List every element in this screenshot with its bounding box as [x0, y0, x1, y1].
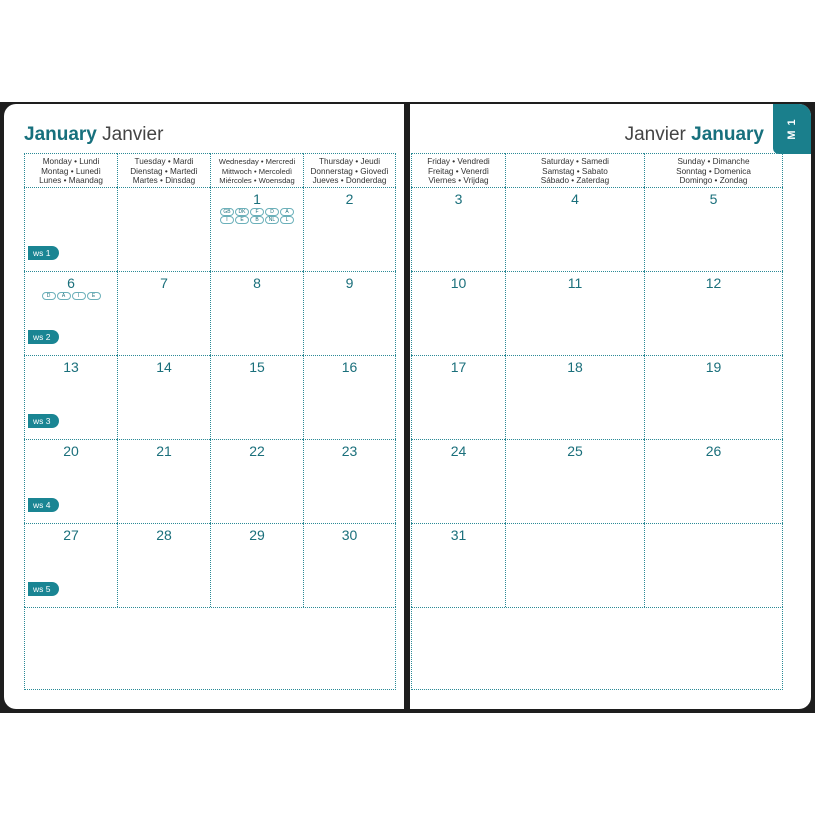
- day-number: 11: [567, 275, 583, 291]
- country-badge: I: [220, 216, 234, 224]
- month-title-en: January: [24, 124, 97, 145]
- day-number: 26: [705, 443, 722, 459]
- day-number: 5: [709, 191, 718, 207]
- day-cell[interactable]: [303, 187, 396, 271]
- country-badge: D: [265, 208, 279, 216]
- week-badge: ws 1: [28, 246, 59, 260]
- day-number: 8: [253, 275, 261, 291]
- day-cell[interactable]: [411, 271, 505, 355]
- month-tab[interactable]: [773, 104, 811, 154]
- spine: [404, 104, 410, 709]
- day-cell[interactable]: [210, 523, 303, 607]
- day-cell[interactable]: [24, 355, 117, 439]
- day-number: 17: [450, 359, 467, 375]
- country-badge: F: [250, 208, 264, 216]
- day-cell[interactable]: [505, 271, 644, 355]
- day-cell[interactable]: [24, 271, 117, 355]
- left-calendar-grid: [24, 153, 396, 690]
- week-badge: ws 4: [28, 498, 59, 512]
- day-number: 28: [156, 527, 172, 543]
- day-number: 13: [63, 359, 79, 375]
- day-number: 25: [567, 443, 583, 459]
- day-number: 22: [249, 443, 265, 459]
- week-badge: ws 3: [28, 414, 59, 428]
- notes-area[interactable]: [24, 607, 396, 690]
- month-title-en: January: [691, 124, 764, 145]
- day-header-wednesday: Wednesday • Mercredi Mittwoch • Mercoledì Miércoles • Woensdag: [210, 153, 303, 187]
- day-number: 14: [156, 359, 172, 375]
- day-cell[interactable]: [117, 187, 210, 271]
- week-badge: ws 5: [28, 582, 59, 596]
- country-badge: A: [280, 208, 294, 216]
- day-number: 1: [253, 191, 261, 207]
- day-cell[interactable]: [117, 439, 210, 523]
- month-title-fr: Janvier: [624, 124, 686, 145]
- left-page-title: [24, 124, 163, 146]
- day-number: 6: [67, 275, 75, 291]
- day-header-thursday: Thursday • Jeudi Donnerstag • Giovedì Jueves • Donderdag: [303, 153, 396, 187]
- day-cell[interactable]: [117, 355, 210, 439]
- day-header-friday: Friday • Vendredi Freitag • Venerdì Viernes • Vrijdag: [411, 153, 505, 187]
- notes-area[interactable]: [411, 607, 783, 690]
- week-badge: ws 2: [28, 330, 59, 344]
- day-number: 18: [567, 359, 583, 375]
- day-number: 4: [571, 191, 579, 207]
- day-cell[interactable]: [303, 271, 396, 355]
- right-calendar-grid: [411, 153, 783, 690]
- day-number: 2: [345, 191, 354, 207]
- day-number: 10: [450, 275, 467, 291]
- day-number: 3: [454, 191, 463, 207]
- day-cell[interactable]: [24, 439, 117, 523]
- day-cell[interactable]: [210, 355, 303, 439]
- country-badge: B: [250, 216, 264, 224]
- day-cell[interactable]: [644, 523, 783, 607]
- day-cell[interactable]: [505, 187, 644, 271]
- day-number: 21: [156, 443, 172, 459]
- day-cell[interactable]: [411, 523, 505, 607]
- month-tab-label: M 1: [786, 118, 798, 140]
- day-number: 19: [705, 359, 722, 375]
- day-cell[interactable]: [117, 271, 210, 355]
- day-header-tuesday: Tuesday • Mardi Dienstag • Martedì Martes • Dinsdag: [117, 153, 210, 187]
- day-cell[interactable]: [644, 355, 783, 439]
- holiday-country-codes: [211, 216, 303, 224]
- day-cell[interactable]: [644, 271, 783, 355]
- country-badge: L: [280, 216, 294, 224]
- day-number: 29: [249, 527, 265, 543]
- day-cell[interactable]: [210, 271, 303, 355]
- day-number: 23: [341, 443, 358, 459]
- day-cell[interactable]: [411, 439, 505, 523]
- day-cell[interactable]: [117, 523, 210, 607]
- holiday-country-codes: [211, 208, 303, 216]
- country-badge: D: [42, 292, 56, 300]
- day-cell[interactable]: [24, 187, 117, 271]
- day-number: 12: [705, 275, 722, 291]
- holiday-country-codes: [25, 292, 117, 300]
- day-cell[interactable]: [644, 439, 783, 523]
- country-badge: E: [235, 216, 249, 224]
- month-title-fr: Janvier: [102, 124, 164, 145]
- day-cell[interactable]: [411, 187, 505, 271]
- day-number: 31: [450, 527, 467, 543]
- day-header-sunday: Sunday • Dimanche Sonntag • Domenica Domingo • Zondag: [644, 153, 783, 187]
- day-cell[interactable]: [505, 523, 644, 607]
- day-cell[interactable]: [303, 355, 396, 439]
- country-badge: A: [57, 292, 71, 300]
- day-cell[interactable]: [505, 439, 644, 523]
- day-cell[interactable]: [24, 523, 117, 607]
- day-number: 20: [63, 443, 79, 459]
- day-cell[interactable]: [210, 187, 303, 271]
- day-number: 15: [249, 359, 265, 375]
- day-header-monday: Monday • Lundi Montag • Lunedì Lunes • Maandag: [24, 153, 117, 187]
- country-badge: NL: [265, 216, 279, 224]
- day-number: 16: [341, 359, 358, 375]
- day-cell[interactable]: [303, 439, 396, 523]
- country-badge: E: [87, 292, 101, 300]
- country-badge: I: [72, 292, 86, 300]
- day-number: 9: [345, 275, 354, 291]
- day-number: 7: [160, 275, 168, 291]
- day-number: 24: [450, 443, 467, 459]
- day-number: 27: [63, 527, 79, 543]
- day-cell[interactable]: [505, 355, 644, 439]
- country-badge: DK: [235, 208, 249, 216]
- day-number: 30: [341, 527, 358, 543]
- right-page-title: [625, 124, 764, 146]
- day-cell[interactable]: [644, 187, 783, 271]
- day-cell[interactable]: [303, 523, 396, 607]
- day-cell[interactable]: [210, 439, 303, 523]
- day-cell[interactable]: [411, 355, 505, 439]
- country-badge: GB: [220, 208, 234, 216]
- day-header-saturday: Saturday • Samedi Samstag • Sabato Sábado • Zaterdag: [505, 153, 644, 187]
